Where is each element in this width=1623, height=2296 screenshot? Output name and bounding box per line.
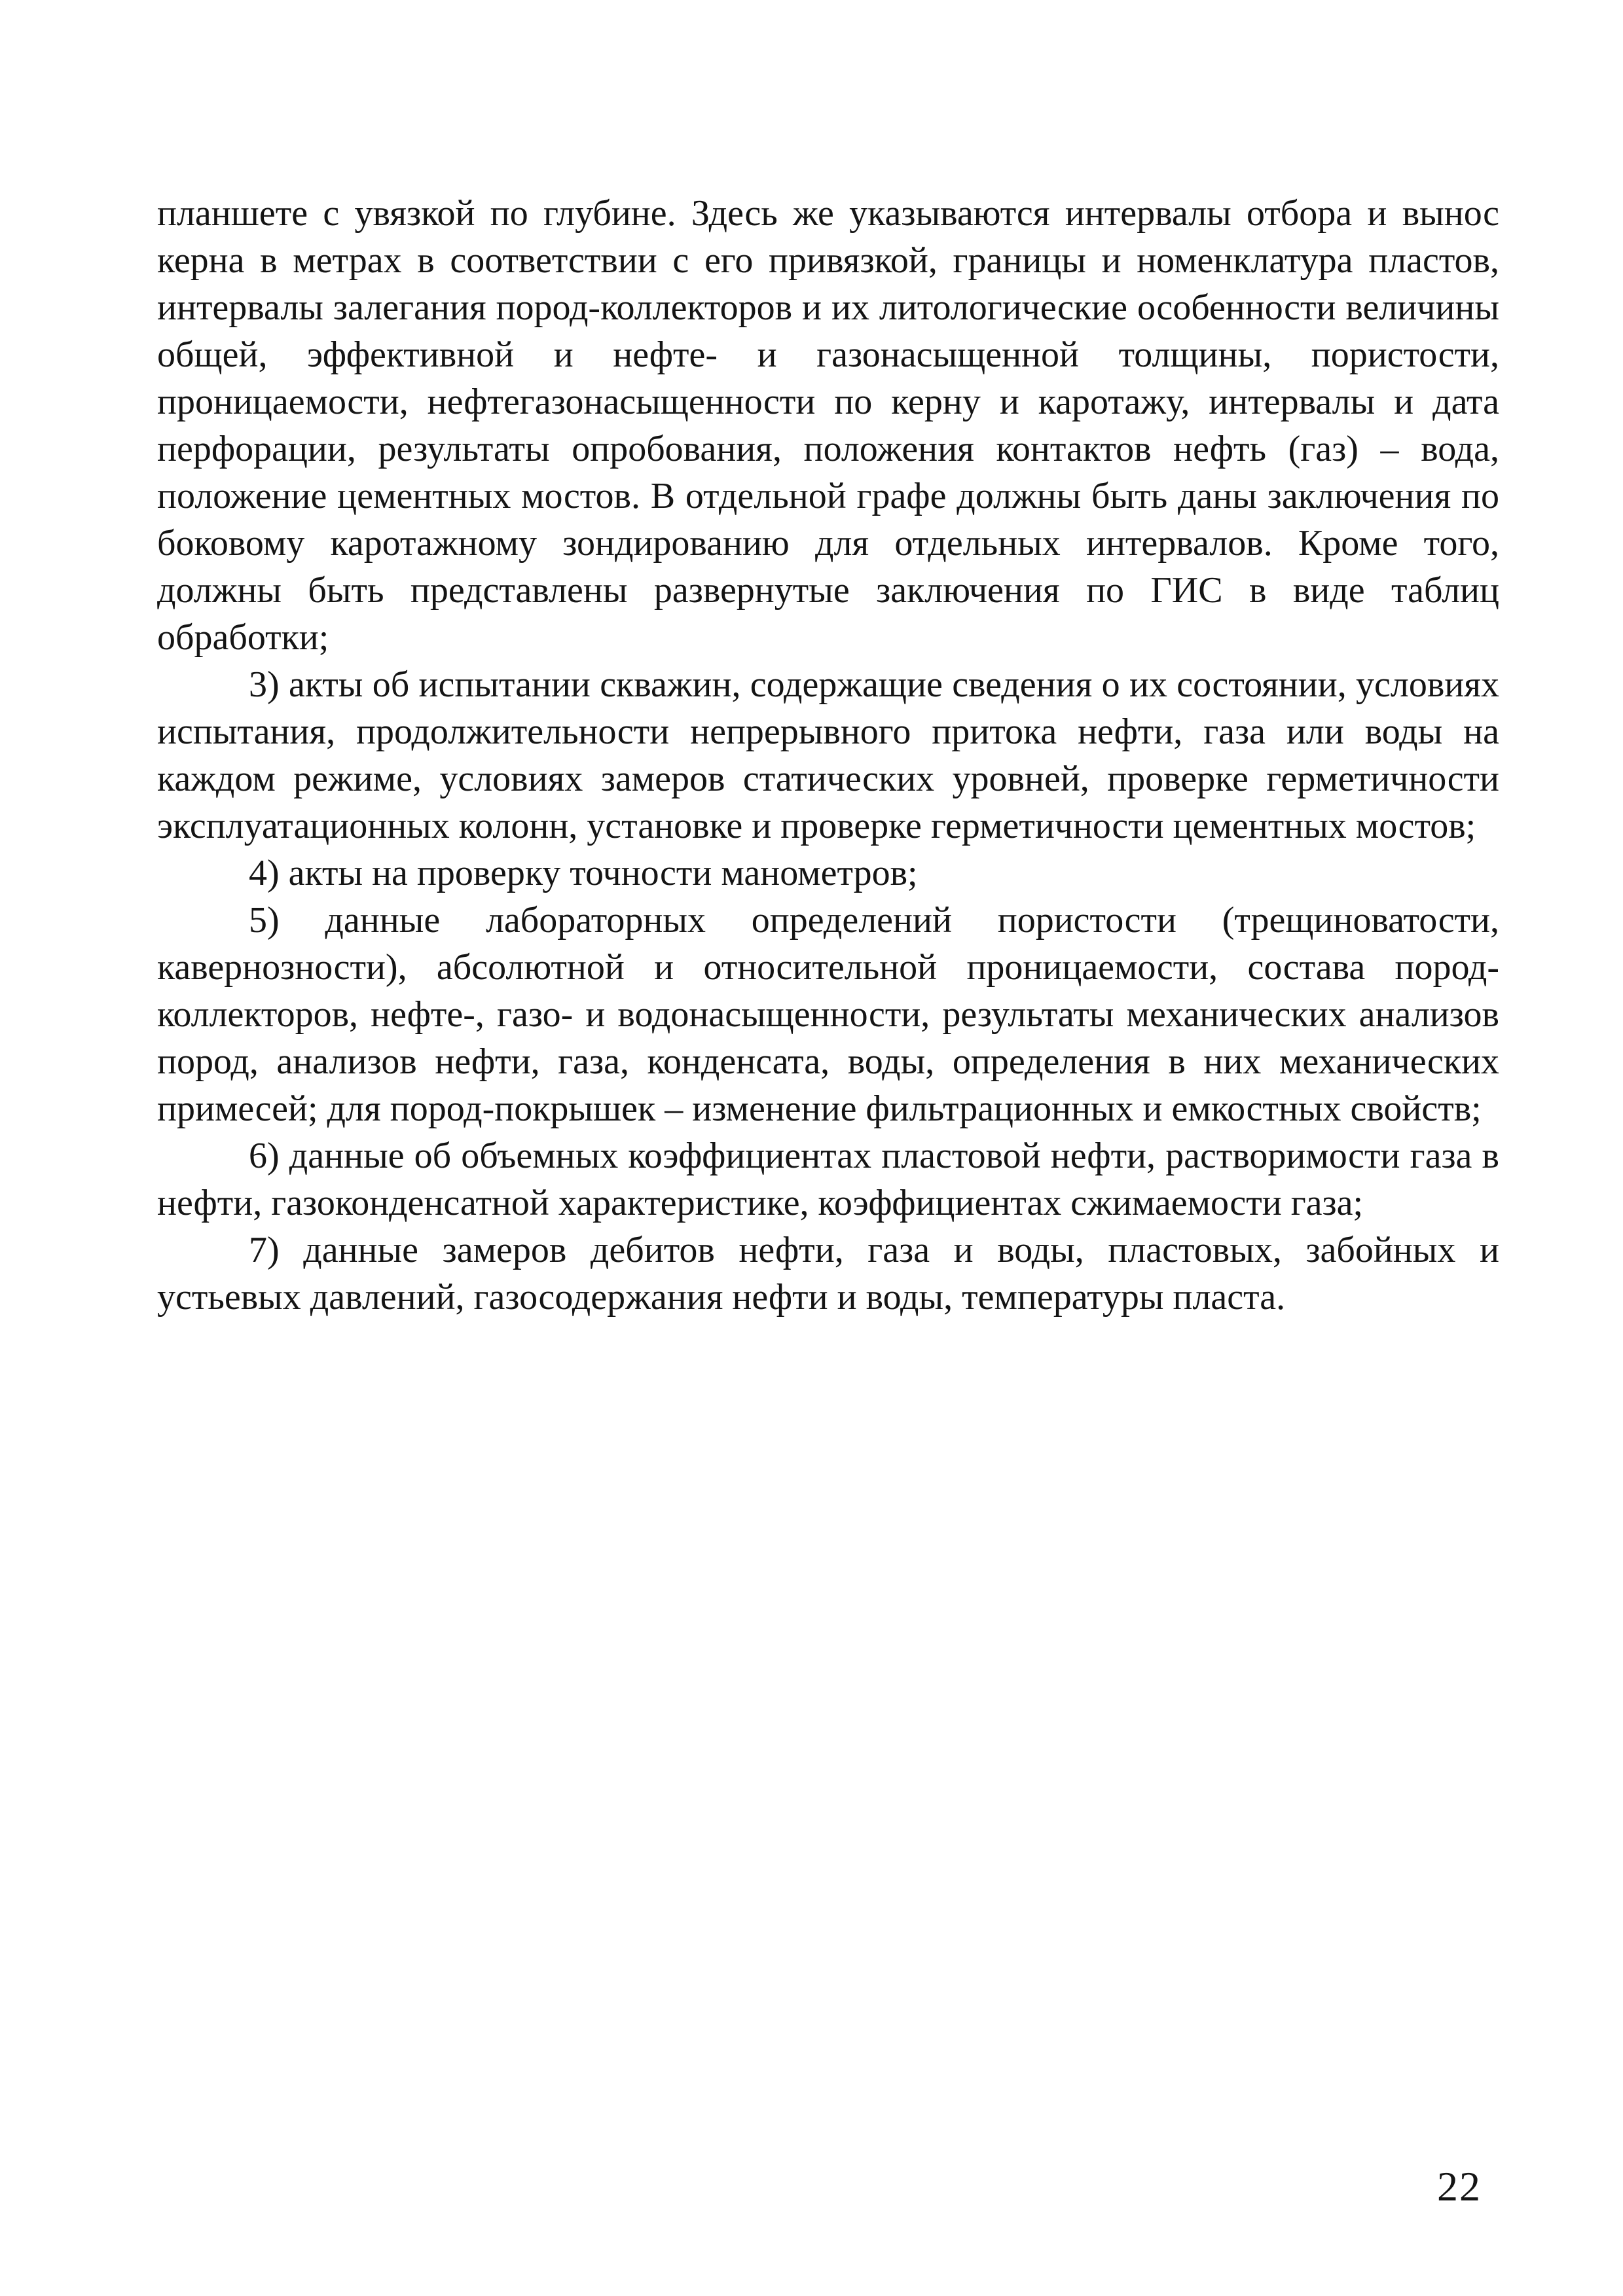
paragraph-item-5: 5) данные лабораторных определений пористости (трещиноватости, кавернозности), абсолютной и относительной проницаемости, состава пород-коллекторов, нефте-, газо- и водонасыщенности, результаты механических анализов пород, анализов нефти, газа, конденсата, воды, определения в них механических примесей; для пород-покрышек – изменение фильтрационных и емкостных свойств; — [157, 900, 1499, 1129]
paragraph-continuation: планшете с увязкой по глубине. Здесь же указываются интервалы отбора и вынос керна в метрах в соответствии с его привязкой, границы и номенклатура пластов, интервалы залегания пород-коллекторов и их литологические особенности величины общей, эффективной и нефте- и газонасыщенной толщины, пористости, проницаемости, нефтегазонасыщенности по керну и каротажу, интервалы и дата перфорации, результаты опробования, положения контактов нефть (газ) – вода, положение цементных мостов. В отдельной графе должны быть даны заключения по боковому каротажному зондированию для отдельных интервалов. Кроме того, должны быть представлены развернутые заключения по ГИС в виде таблиц обработки; — [157, 193, 1499, 658]
paragraph-item-7: 7) данные замеров дебитов нефти, газа и воды, пластовых, забойных и устьевых давлений, газосодержания нефти и воды, температуры пласта. — [157, 1230, 1499, 1318]
page-number: 22 — [1437, 2163, 1482, 2210]
paragraph-item-4: 4) акты на проверку точности манометров; — [249, 853, 918, 893]
paragraph-item-6: 6) данные об объемных коэффициентах пластовой нефти, растворимости газа в нефти, газоконденсатной характеристике, коэффициентах сжимаемости газа; — [157, 1136, 1499, 1223]
body-text — [157, 190, 1499, 1321]
paragraph-item-3: 3) акты об испытании скважин, содержащие сведения о их состоянии, условиях испытания, продолжительности непрерывного притока нефти, газа или воды на каждом режиме, условиях замеров статических уровней, проверке герметичности эксплуатационных колонн, установке и проверке герметичности цементных мостов; — [157, 664, 1499, 846]
